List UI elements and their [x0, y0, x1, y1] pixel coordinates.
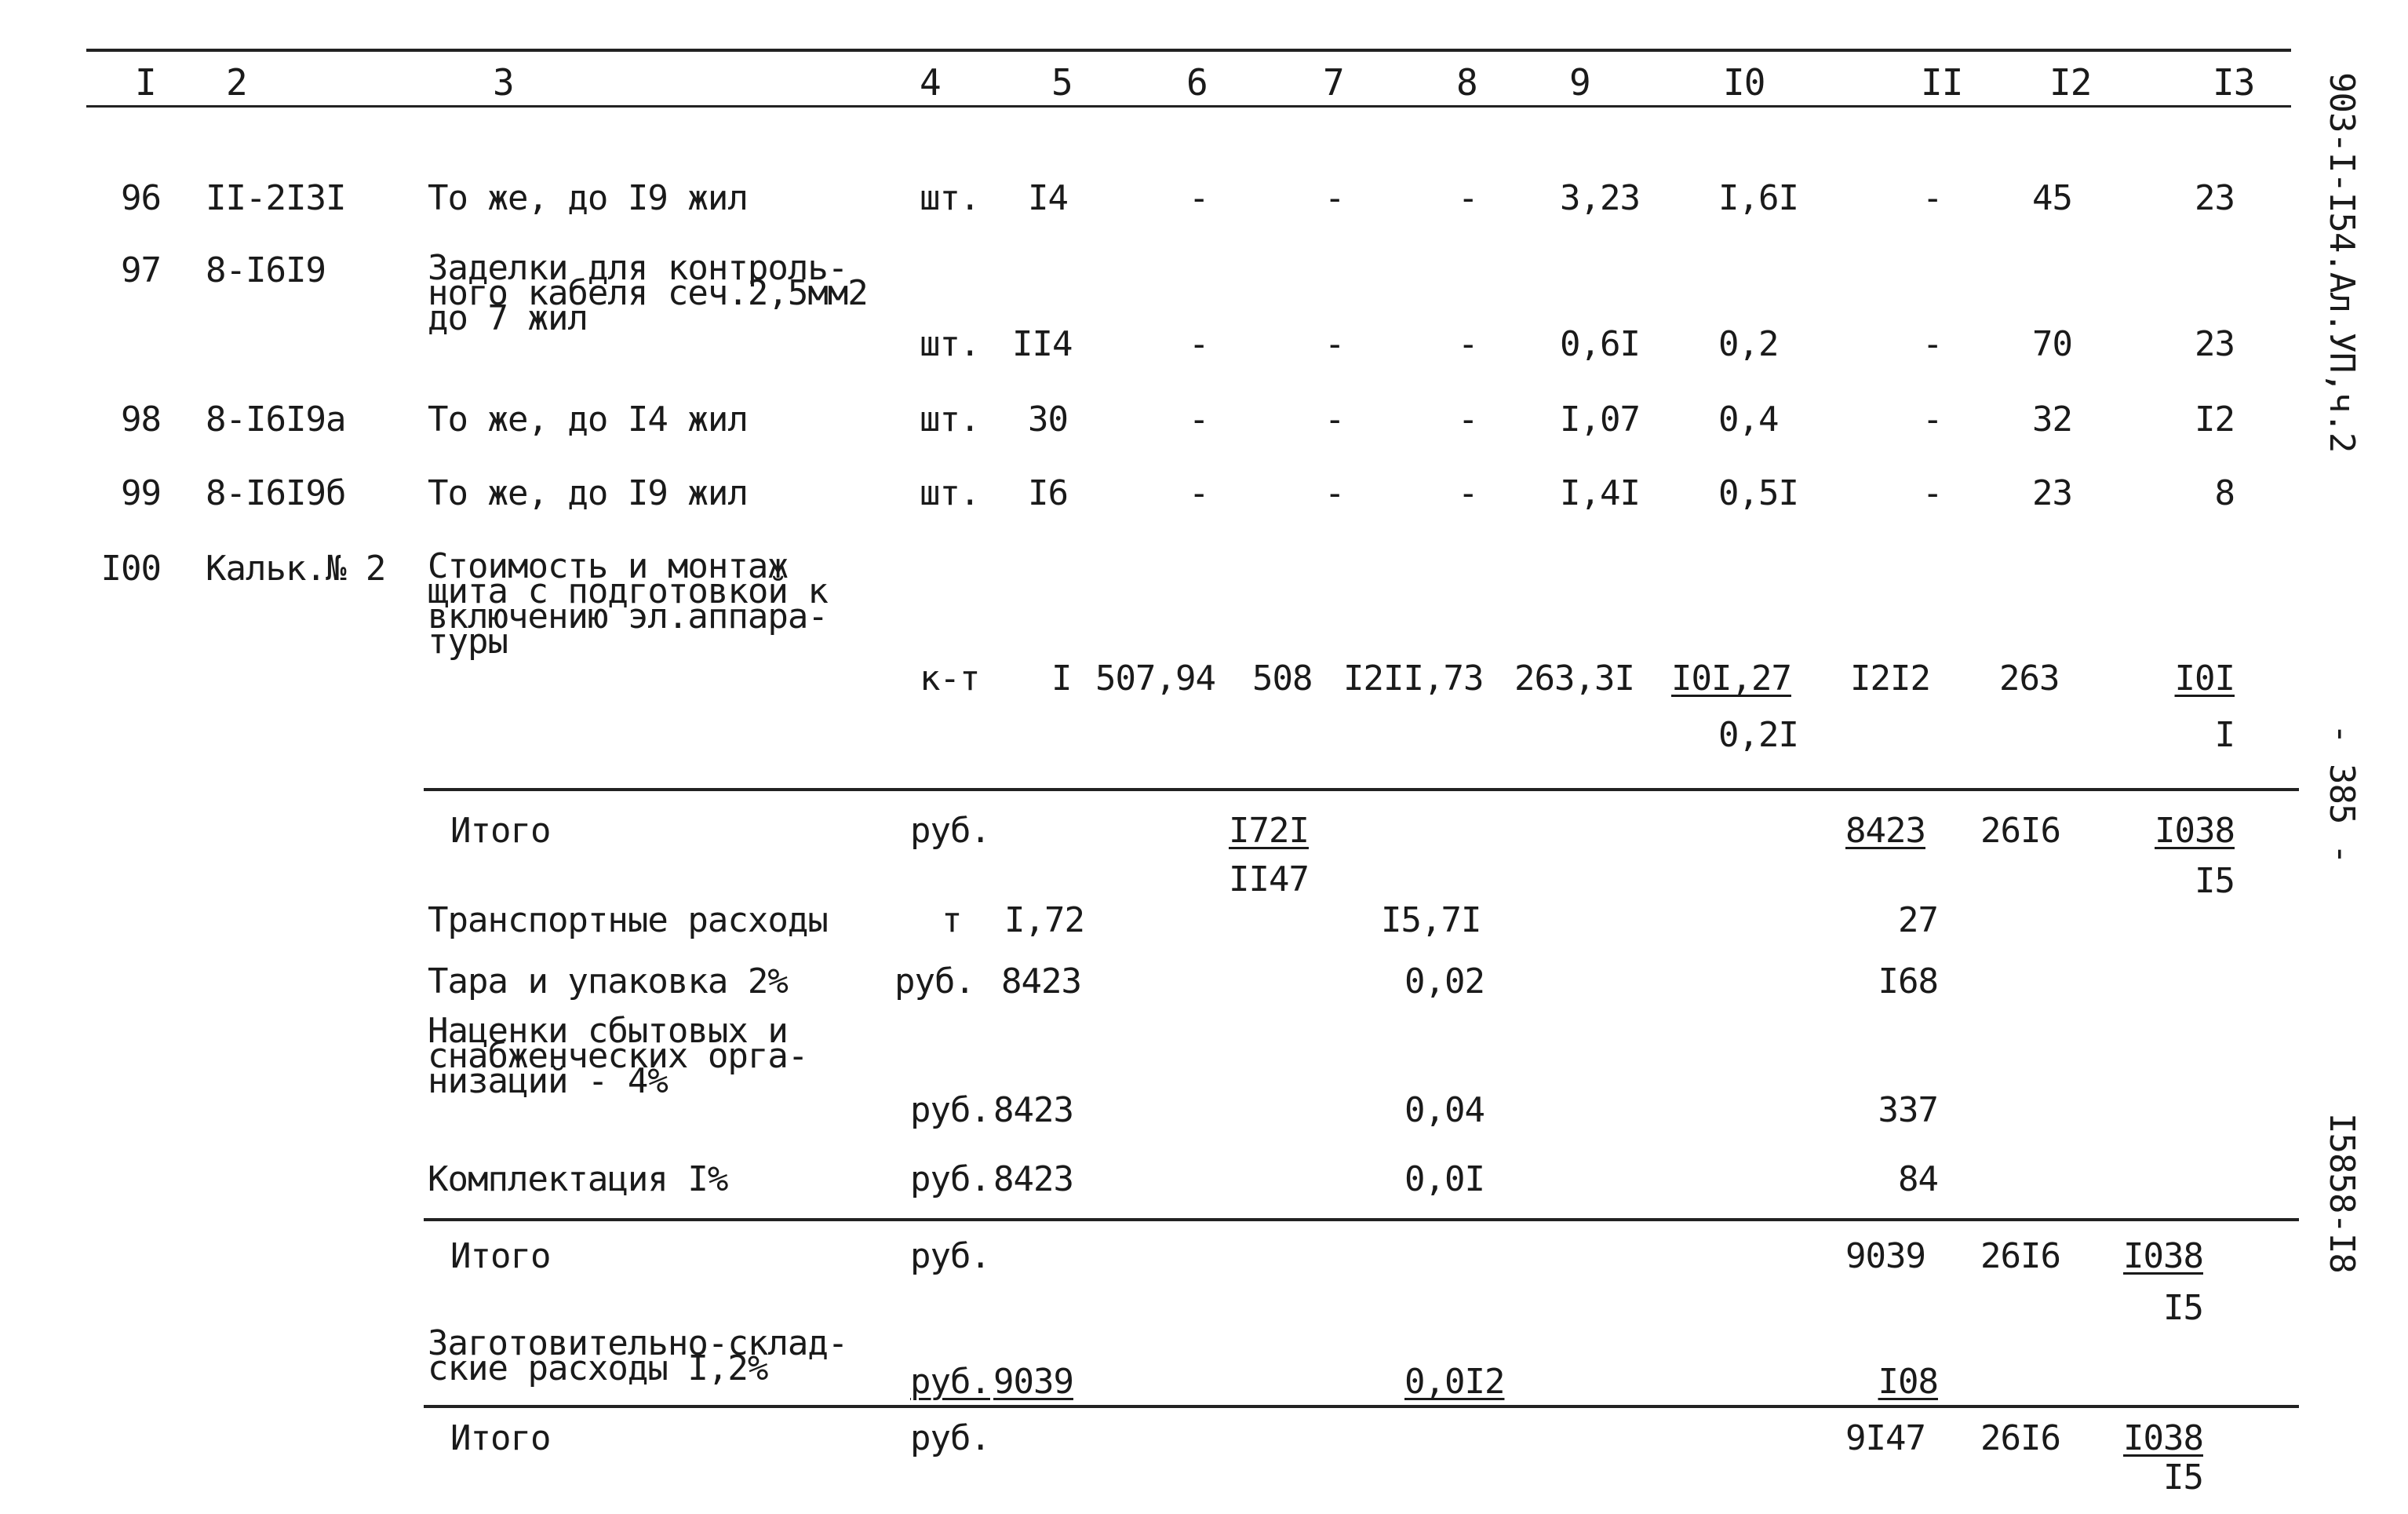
- table-row-unit: шт.: [920, 178, 980, 218]
- table-cell-c11: -: [1922, 178, 1943, 218]
- col-header-9: 9: [1569, 61, 1590, 104]
- nacenki-label: Наценки сбытовых и снабженческих орга- низаций - 4%: [428, 1011, 808, 1101]
- table-cell-c7: -: [1324, 473, 1345, 513]
- komplekt-label: Комплектация I%: [428, 1159, 728, 1199]
- col-header-10: I0: [1723, 61, 1765, 104]
- col-header-4: 4: [920, 61, 941, 104]
- header-bottom-rule: [86, 105, 2291, 108]
- table-cell-c5: II4: [1012, 324, 1073, 364]
- col-header-12: I2: [2049, 61, 2092, 104]
- total-rule-2: [424, 1218, 2299, 1221]
- tara-c5: 8423: [1001, 961, 1081, 1001]
- table-row-num: 98: [121, 399, 161, 440]
- itogo-c13: I038: [2155, 811, 2235, 851]
- table-row-code: 8-I6I9а: [206, 399, 346, 440]
- col-header-11: II: [1921, 61, 1963, 104]
- table-cell-c5: I6: [1028, 473, 1068, 513]
- table-cell-c11: I2I2: [1850, 658, 1930, 699]
- table-cell-c8: -: [1458, 399, 1478, 440]
- table-cell-c11: -: [1922, 324, 1943, 364]
- table-row-code: 8-I6I9б: [206, 473, 346, 513]
- itogo-unit: руб.: [910, 811, 990, 851]
- table-row-code: II-2I3I: [206, 178, 346, 218]
- table-cell-c12: 45: [2032, 178, 2072, 218]
- komplekt-c5: 8423: [993, 1159, 1073, 1199]
- tara-c8: 0,02: [1404, 961, 1485, 1001]
- zagot-unit: руб.: [910, 1362, 990, 1402]
- table-row-name: Заделки для контроль- ного кабеля сеч.2,5мм2 до 7 жил: [428, 248, 868, 338]
- itogo2-c11: 9039: [1845, 1236, 1925, 1276]
- itogo2-label: Итого: [450, 1236, 551, 1276]
- itogo3-unit: руб.: [910, 1418, 990, 1458]
- itogo-c7-sub: II47: [1229, 859, 1309, 899]
- table-cell-c6: -: [1189, 399, 1209, 440]
- table-cell-c13: 23: [2195, 178, 2235, 218]
- table-cell-c9: I,4I: [1560, 473, 1640, 513]
- itogo3-c13: I038: [2123, 1418, 2203, 1458]
- table-row-name: То же, до I9 жил: [428, 473, 748, 513]
- zagot-c8: 0,0I2: [1404, 1362, 1505, 1402]
- col-header-2: 2: [226, 61, 247, 104]
- col-header-1: I: [135, 61, 156, 104]
- table-cell-c5: I: [1051, 658, 1072, 699]
- table-row-unit: шт.: [920, 473, 980, 513]
- transport-unit: т: [942, 900, 962, 940]
- table-row-num: 96: [121, 178, 161, 218]
- table-cell-c6: -: [1189, 324, 1209, 364]
- table-cell-c5: I4: [1028, 178, 1068, 218]
- table-cell-c10: I0I,27: [1671, 658, 1791, 699]
- table-cell-c11: -: [1922, 473, 1943, 513]
- itogo3-c11: 9I47: [1845, 1418, 1925, 1458]
- zagot-label: Заготовительно-склад- ские расходы I,2%: [428, 1323, 848, 1388]
- table-cell-c8: -: [1458, 178, 1478, 218]
- table-cell-c6: 507,94: [1095, 658, 1215, 699]
- table-row-unit: шт.: [920, 399, 980, 440]
- table-cell-c12: 263: [1999, 658, 2060, 699]
- nacenki-c8: 0,04: [1404, 1090, 1485, 1130]
- tara-label: Тара и упаковка 2%: [428, 961, 788, 1001]
- komplekt-unit: руб.: [910, 1159, 990, 1199]
- table-cell-c10: I,6I: [1718, 178, 1798, 218]
- zagot-c11: I08: [1878, 1362, 1938, 1402]
- table-cell-c10: 0,2: [1718, 324, 1779, 364]
- col-header-7: 7: [1323, 61, 1344, 104]
- table-cell-c13: 8: [2214, 473, 2235, 513]
- col-header-6: 6: [1186, 61, 1208, 104]
- table-row-name: Стоимость и монтаж щита с подготовкой к включению эл.аппара- туры: [428, 546, 828, 662]
- doc-code-vertical: 903-I-I54.Ал.УП,ч.2: [2322, 72, 2362, 453]
- itogo-c12: 26I6: [1980, 811, 2060, 851]
- total-rule-1: [424, 788, 2299, 791]
- nacenki-c11: 337: [1878, 1090, 1938, 1130]
- table-cell-c13: I0I: [2174, 658, 2235, 699]
- page-number-vertical: - 385 -: [2322, 724, 2362, 864]
- col-header-3: 3: [493, 61, 514, 104]
- inventory-number-vertical: I5858-I8: [2322, 1113, 2362, 1273]
- table-cell-c10: 0,4: [1718, 399, 1779, 440]
- table-cell-c13-sub: I: [2214, 715, 2235, 755]
- table-cell-c13: I2: [2195, 399, 2235, 440]
- table-row-unit: шт.: [920, 324, 980, 364]
- itogo2-c13-sub: I5: [2163, 1288, 2203, 1328]
- transport-c11: 27: [1898, 900, 1938, 940]
- table-cell-c9: 263,3I: [1514, 658, 1634, 699]
- itogo3-label: Итого: [450, 1418, 551, 1458]
- col-header-8: 8: [1456, 61, 1477, 104]
- table-row-name: То же, до I4 жил: [428, 399, 748, 440]
- table-cell-c7: -: [1324, 399, 1345, 440]
- table-cell-c8: -: [1458, 473, 1478, 513]
- itogo-c11: 8423: [1845, 811, 1925, 851]
- table-cell-c10: 0,5I: [1718, 473, 1798, 513]
- table-cell-c13: 23: [2195, 324, 2235, 364]
- table-cell-c12: 70: [2032, 324, 2072, 364]
- itogo3-c13-sub: I5: [2163, 1457, 2203, 1498]
- table-row-code: Кальк.№ 2: [206, 549, 386, 589]
- table-cell-c5: 30: [1028, 399, 1068, 440]
- table-row-code: 8-I6I9: [206, 250, 326, 290]
- table-cell-c7: -: [1324, 178, 1345, 218]
- tara-unit: руб.: [894, 961, 974, 1001]
- table-cell-c6: -: [1189, 473, 1209, 513]
- col-header-5: 5: [1051, 61, 1073, 104]
- tara-c11: I68: [1878, 961, 1938, 1001]
- transport-c5: I,72: [1004, 900, 1084, 940]
- zagot-c5: 9039: [993, 1362, 1073, 1402]
- table-cell-c6: -: [1189, 178, 1209, 218]
- komplekt-c8: 0,0I: [1404, 1159, 1485, 1199]
- table-cell-c10-sub: 0,2I: [1718, 715, 1798, 755]
- itogo-c7: I72I: [1229, 811, 1309, 851]
- table-cell-c12: 23: [2032, 473, 2072, 513]
- table-cell-c7: 508: [1252, 658, 1313, 699]
- table-row-name: То же, до I9 жил: [428, 178, 748, 218]
- table-row-num: 99: [121, 473, 161, 513]
- transport-label: Транспортные расходы: [428, 900, 828, 940]
- nacenki-c5: 8423: [993, 1090, 1073, 1130]
- itogo3-c12: 26I6: [1980, 1418, 2060, 1458]
- table-cell-c8: I2II,73: [1343, 658, 1484, 699]
- table-row-num: I00: [100, 549, 161, 589]
- total-rule-3: [424, 1405, 2299, 1408]
- itogo-label: Итого: [450, 811, 551, 851]
- table-cell-c12: 32: [2032, 399, 2072, 440]
- nacenki-unit: руб.: [910, 1090, 990, 1130]
- transport-c8: I5,7I: [1381, 900, 1481, 940]
- table-row-unit: к-т: [920, 658, 980, 699]
- table-cell-c7: -: [1324, 324, 1345, 364]
- header-top-rule: [86, 49, 2291, 52]
- table-cell-c9: 0,6I: [1560, 324, 1640, 364]
- table-cell-c11: -: [1922, 399, 1943, 440]
- itogo2-unit: руб.: [910, 1236, 990, 1276]
- itogo2-c13: I038: [2123, 1236, 2203, 1276]
- table-row-num: 97: [121, 250, 161, 290]
- itogo-c13-sub: I5: [2195, 861, 2235, 901]
- table-cell-c9: 3,23: [1560, 178, 1640, 218]
- komplekt-c11: 84: [1898, 1159, 1938, 1199]
- table-cell-c8: -: [1458, 324, 1478, 364]
- col-header-13: I3: [2213, 61, 2255, 104]
- itogo2-c12: 26I6: [1980, 1236, 2060, 1276]
- table-cell-c9: I,07: [1560, 399, 1640, 440]
